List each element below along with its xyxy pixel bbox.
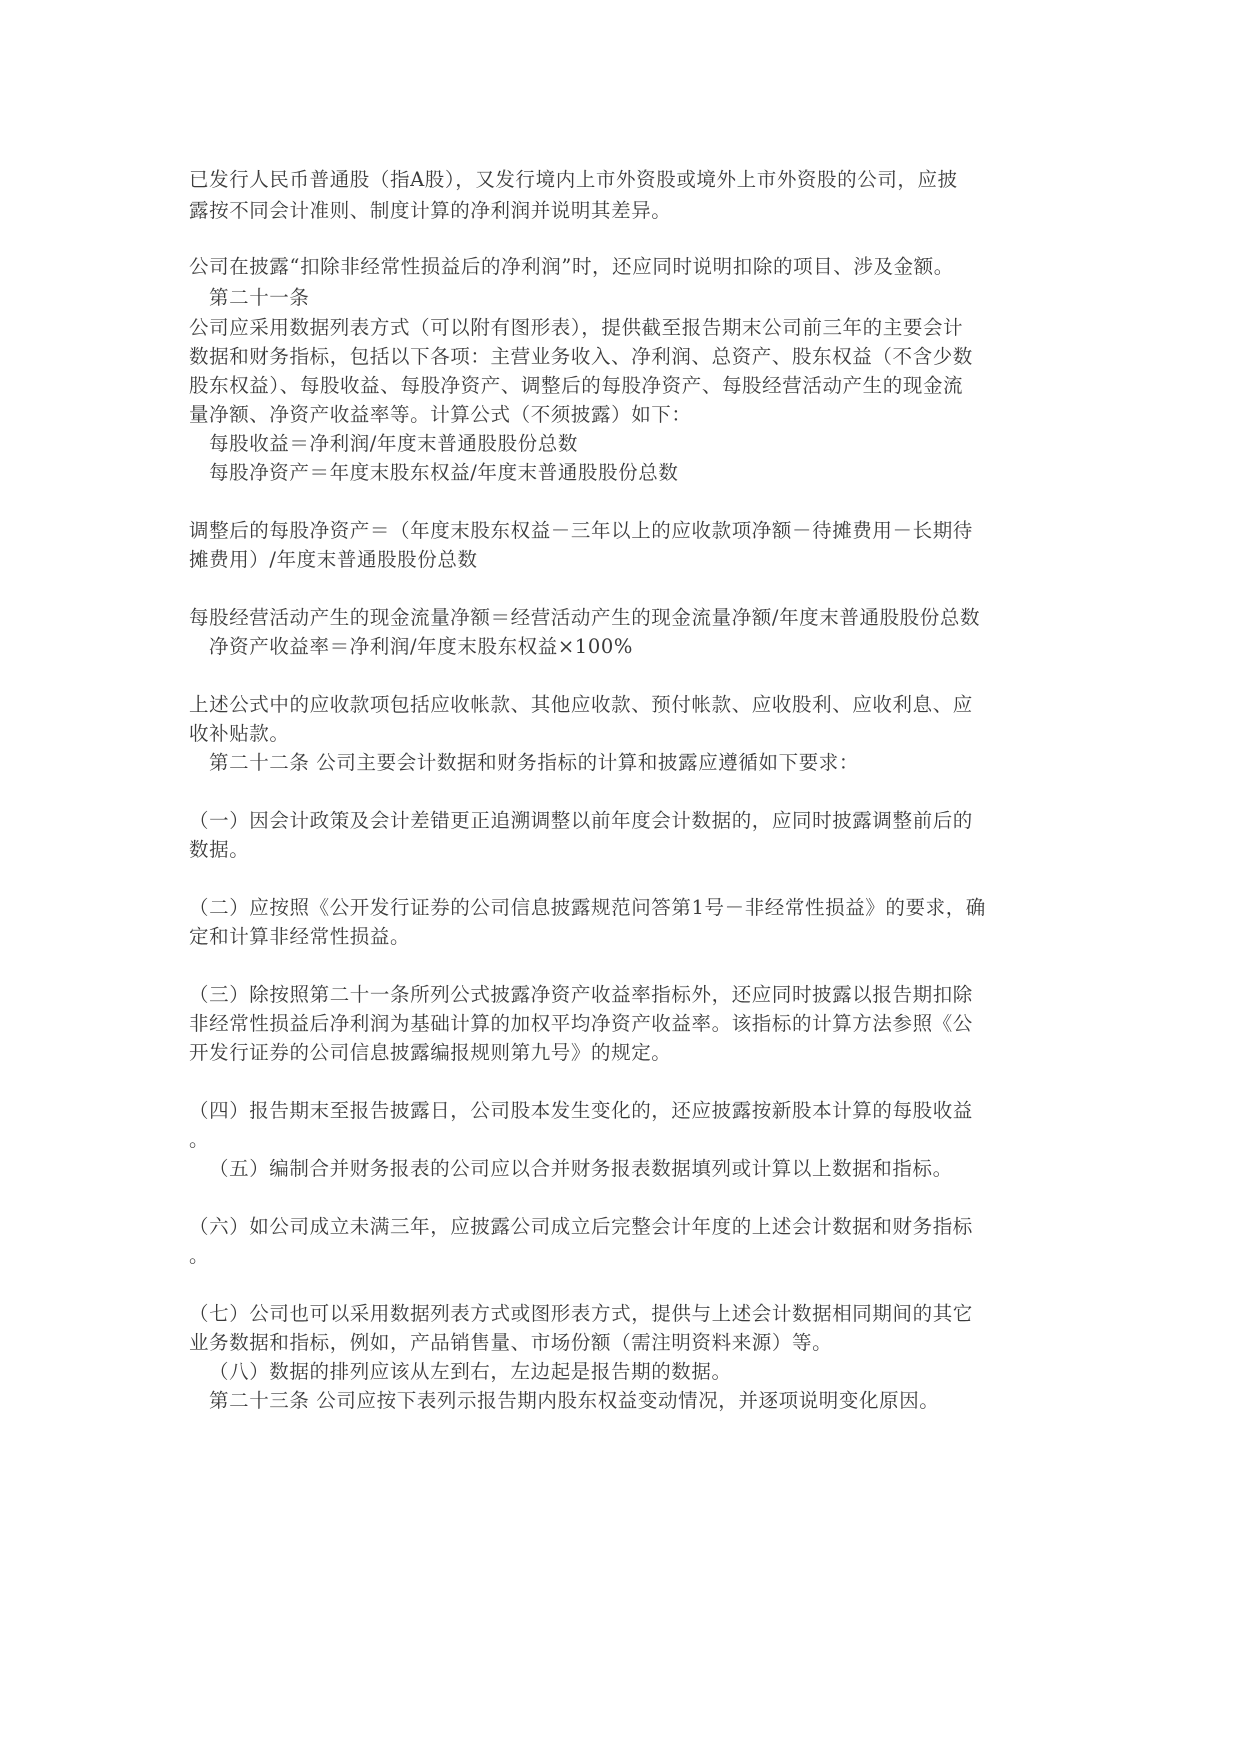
- list-item: 。: [189, 1128, 210, 1151]
- formula-line: 摊费用）/年度末普通股股份总数: [189, 548, 478, 571]
- article-heading: 第二十一条: [209, 286, 310, 309]
- formula-line: 净资产收益率＝净利润/年度末股东权益×100%: [209, 635, 633, 658]
- formula-line: 每股净资产＝年度末股东权益/年度末普通股股份总数: [209, 461, 679, 484]
- article-heading: 第二十二条 公司主要会计数据和财务指标的计算和披露应遵循如下要求：: [209, 751, 859, 774]
- document-page: [189, 0, 1059, 1754]
- text-line: 数据和财务指标，包括以下各项：主营业务收入、净利润、总资产、股东权益（不含少数: [189, 345, 973, 368]
- text-line: 公司应采用数据列表方式（可以附有图形表），提供截至报告期末公司前三年的主要会计: [189, 316, 964, 339]
- list-item: 数据。: [189, 838, 250, 861]
- text-line: 量净额、净资产收益率等。计算公式（不须披露）如下：: [189, 403, 692, 426]
- list-item: （四）报告期末至报告披露日，公司股本发生变化的，还应披露按新股本计算的每股收益: [189, 1099, 973, 1122]
- formula-line: 每股收益＝净利润/年度末普通股股份总数: [209, 432, 578, 455]
- list-item: 。: [189, 1244, 210, 1267]
- formula-line: 调整后的每股净资产＝（年度末股东权益－三年以上的应收款项净额－待摊费用－长期待: [189, 519, 973, 542]
- list-item: 业务数据和指标，例如，产品销售量、市场份额（需注明资料来源）等。: [189, 1331, 833, 1354]
- list-item: （五）编制合并财务报表的公司应以合并财务报表数据填列或计算以上数据和指标。: [209, 1157, 953, 1180]
- text-line: 收补贴款。: [189, 722, 290, 745]
- list-item: 开发行证券的公司信息披露编报规则第九号》的规定。: [189, 1041, 672, 1064]
- list-item: （一）因会计政策及会计差错更正追溯调整以前年度会计数据的，应同时披露调整前后的: [189, 809, 973, 832]
- list-item: 定和计算非经常性损益。: [189, 925, 411, 948]
- list-item: 非经常性损益后净利润为基础计算的加权平均净资产收益率。该指标的计算方法参照《公: [189, 1012, 973, 1035]
- formula-line: 每股经营活动产生的现金流量净额＝经营活动产生的现金流量净额/年度末普通股股份总数: [189, 606, 981, 629]
- text-line: 已发行人民币普通股（指A股），又发行境内上市外资股或境外上市外资股的公司，应披: [189, 168, 958, 191]
- text-line: 上述公式中的应收款项包括应收帐款、其他应收款、预付帐款、应收股利、应收利息、应: [189, 693, 973, 716]
- list-item: （六）如公司成立未满三年，应披露公司成立后完整会计年度的上述会计数据和财务指标: [189, 1215, 973, 1238]
- list-item: （七）公司也可以采用数据列表方式或图形表方式，提供与上述会计数据相同期间的其它: [189, 1302, 973, 1325]
- list-item: （三）除按照第二十一条所列公式披露净资产收益率指标外，还应同时披露以报告期扣除: [189, 983, 973, 1006]
- text-line: 股东权益）、每股收益、每股净资产、调整后的每股净资产、每股经营活动产生的现金流: [189, 374, 964, 397]
- list-item: （二）应按照《公开发行证券的公司信息披露规范问答第1号－非经常性损益》的要求，确: [189, 896, 986, 919]
- article-heading: 第二十三条 公司应按下表列示报告期内股东权益变动情况，并逐项说明变化原因。: [209, 1389, 940, 1412]
- text-line: 露按不同会计准则、制度计算的净利润并说明其差异。: [189, 199, 672, 222]
- list-item: （八）数据的排列应该从左到右，左边起是报告期的数据。: [209, 1360, 732, 1383]
- text-line: 公司在披露“扣除非经常性损益后的净利润”时，还应同时说明扣除的项目、涉及金额。: [189, 255, 954, 278]
